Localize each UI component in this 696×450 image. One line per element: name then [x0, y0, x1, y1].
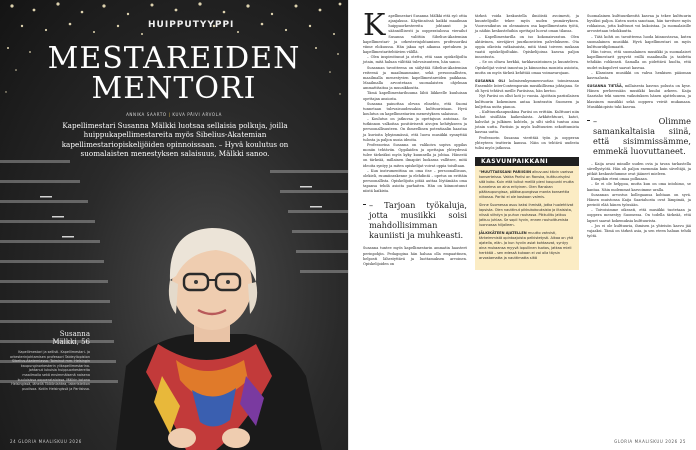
right-page	[348, 0, 696, 450]
article-paragraph: – Tätä kohti on tavoitteena luoda kiinnostavaa, kuten suomalainen musiikki. Hyvä kapellimestari on myös kulttuuridiplomaatti.	[587, 34, 691, 49]
sidebar-lead-in: JÄLKIKÄTEEN AJATELLEN	[479, 231, 527, 236]
article-paragraph: – Olen inspiroitunut ja otettu, että saan opiskelijoilta jotain, mitä haluan välittää tulevaisuuteen, hän sanoo.	[363, 55, 467, 65]
sidebar-text: alkuvuosi kävin useissa konserteissa. Vakka Pariisi on Ranska, kulttuurisyksi sitä koko. Kuin että tulkut meillä pieni kaupunki mutta tunnelma on aina erityinen. Olen Ranskan pääkaupungissa, pääkaupungissa monta konserttia viikossa. Pariisi ei ole koskaan valmis.	[479, 170, 574, 200]
article-paragraph: Professorina Susanna on valikoiva sopiva oppilas moniin tehtäviin. Oppilaiden ja opettajan yhteydessä tulee tärkeäksi myös kyky kuunnella ja johtaa. Hänestä on tärkeää, millainen ilmapiiri luokassa vallitsee, mitä ideoita syntyy ja miten opiskelijat voivat oppia toisiltaan.	[363, 142, 467, 168]
article-paragraph: Susannan arvostus kollegaansa kohtaan on syvä. Hänen muistonsa Kaija Saariahosta ovat lämpimiä, ja perintö elää hänen työssään.	[587, 192, 691, 208]
article-paragraph: Susanna painottaa olevan elinehto, että Suomi tunnetaan tulevaisuudessakin kulttuuristaan. Hyvä koulutus on kapellimestarien menestyksen salaisuus.	[363, 101, 467, 116]
article-paragraph: Susanna tuntee myös kapellimestarin ammatin haasteet perinpohjin. Pedagogina hän haluaa olla empaattinen, helposti lähestyttävä ja luottamuksen arvoinen. Opiskelijoiden on	[363, 246, 467, 266]
headline-line-2: MENTORI	[91, 71, 257, 106]
left-page-footer: 24 GLORIA MAALISKUU 2026	[10, 439, 82, 444]
caption-name	[10, 330, 90, 346]
lead-in-caps: SUSANNA OLI	[475, 78, 505, 83]
right-page-footer: GLORIA MAALISKUU 2026 25	[614, 439, 686, 444]
article-paragraph	[363, 8, 467, 55]
article-paragraph: – Se on oltava herkkä, tarkkavaistoinen ja kuunteleva. Opiskelijat voivat innostua ja kiinnostua monista asioista, mutta on myös tärkeä kehittää omaa voimavarojaan.	[475, 60, 579, 75]
caption-text: Kapellimestari ja sellisti. Kapellimestari- ja orkesterinjohtamisen professori Taideyliopiston Sibelius-Akatemiassa. Toiminut mm. Helsingin kaupunginorkesterin ylikapellimestarina. Johtanut lukuisia huippuorkestereita maailmalla sekä ensimmäisenä naisena kuuluisissa oopperataloissa. Mälkin kotona Helsingissä, lähellä Töölönlahtea, lakeristeikon puolisoa. Kotiin Helsingissä ja Pariisissa.	[10, 350, 90, 391]
article-paragraph: Nyt Pariisi on ollut koti jo vuosia. Ajoittain pariisilaisen kulttuurin kokeminen antaa kontrastin Suomeen ja kuljettaa uutta pianoa.	[475, 94, 579, 109]
article-paragraph: Suomalainen kulttuurikenttä kasvaa ja tekee kulttuurin hyväksi paljon. Kuten usein sanotaan, hän tarvitsee myös rohkaisua, jotta kulttuuri voi kukoistaa. Ja suomalaisille arvostetaan tehokkuutta.	[587, 14, 691, 34]
pull-quote: – Tarjoan työkaluja, jotta musiikki soisi mahdollisimman kauniisti ja muhkeasti.	[363, 200, 467, 240]
sidebar-paragraph	[479, 231, 575, 261]
article-paragraph: – Jos ei ole kulttuuria, ihmisen ja yhteisön kasvu jää vajaaksi. Tämä on tärkeä asia, ja sen eteen haluan tehdä työtä.	[587, 223, 691, 238]
article-paragraph: Tämä kapellimestarihuuma lähti liikkeelle kuuluisan opettajan ansiosta.	[363, 91, 467, 101]
sidebar-lead-in: "MUUTTAESSANI PARIISIIN	[479, 170, 532, 175]
pull-quote: – Olimme samankaltaisia siinä, että sisimmissämme, emmekä luovuttaneet.	[587, 116, 691, 156]
article-paragraph: – Kun instrumenttina on oma itse – persoonallisuus, olekieli, ruumiinrakenne ja elehdintä – opetus on erittäin persoonallista. Opiskelijoita pitää auttaa löytämään oma tapansa tehdä asioita parhaiten. Hän on kiinnostunut niistä kaikista.	[363, 168, 467, 194]
article-column-3	[587, 14, 691, 239]
article-paragraph: – Toivoisimme oikeasti, että musiikki tuotetaan ja ooppera menestyy Suomessa. On todella tärkeää, että lapset saavat kokemuksia kulttuurista.	[587, 208, 691, 223]
lead-paragraph: Kapellimestari Susanna Mälkki luotsaa sellaisia polkuja, joilla huippukapellimestareita myös Sibelius-Akatemian kapellimestariopiskelijöiden opinnoissaan. – Hyvä koulutus on suomalaisten menestyksen salaisuus, Mälkki sanoo.	[61, 121, 289, 159]
lead-in-caps: SUSANNA TIETÄÄ,	[587, 84, 624, 89]
section-label: HUIPPUTYYPPI	[148, 20, 235, 30]
byline-author: ANNIKA SAARTO	[126, 112, 167, 117]
headline-line-1: MESTAREIDEN	[47, 41, 301, 76]
article-paragraph: – Kapellimestarilla on iso kokonaisvastuu. Olen aktiivinen, sieväjärvi juurikoseisten palvelukseen. Ota oppia oikeista ratkaisuista, mitä tämä toiveen mukaan vaatii opiskelijoiltakin. Opiskelijoissa kasvaa paljon innostusta.	[475, 34, 579, 60]
byline	[0, 112, 348, 117]
article-paragraph: Professorin Susanna vierittää työn ja oopperan yhteyteen teatterin kanssa. Näin on tehtävä uudesta tulisi myös jatkossa.	[475, 135, 579, 150]
sidebar-paragraph: Sinne Suomessa asuu kaksi ihmistä, jotka huolehtivat lapsista. Olen nauttinut pikkukokouksista ja iltaisista, niissä viihdyn ja puhun rauhassa. Pikkuliitu jatkuu jatkuu juhlaa. Se sopii hyvin, ennen rauhoittumista luonnossa hiljalleen.	[479, 203, 574, 228]
photo-caption	[10, 330, 90, 391]
article-paragraph: Hän toivoo, että suomalainen musiikki ja suomalaiset kapellimestarit pysyvät esillä maailmalla ja taidetta tehdään rohkeasti. Samalla on pidettävä huolta, että uudet sukupolvet saavat kasvaa.	[587, 50, 691, 70]
article-paragraph: – Koulutus on jatkuvaa ja opettajuus antoisaa. Se tutkinnon valkoitaa positiivisesti aivojen kehitykseen ja persoonallisuuteen. On ihmeellinen potentiaalin haastaa ja kuvioita lyhyimmässä, että luova musiikki synnyttää tulosta ja paljon uusia ideoita.	[363, 117, 467, 142]
drop-cap: K	[363, 8, 386, 43]
sidebar-paragraph	[479, 170, 575, 200]
caption-name-line-2: Mälkki, 56	[52, 338, 90, 346]
caption-name-line-1: Susanna	[59, 330, 90, 338]
sidebar-text: muutto vahvisti, tärkeimmistä opintoajoista pelkistetysti. Aikaa on yhä ajatella, elän. Ja kun hyviin asiat kohtaavat, syntyy aina mukaansa myyvä lopullinen tuotos, jatkaa mieli herkkää – sen edessä kukaan ei voi olla täysin arvostamatta ja nauttimatta siitä	[479, 231, 574, 261]
article-paragraph: – Se ei ole helppoa, mutta kun on oma intohimo, se kantaa. Näin molemmat kasvoimme uralla.	[587, 182, 691, 192]
article-text: millaisesta kasvun polusta on kyse. Hänen perheessään musiikki kuului arkeen. Kaija Saariaho teki suuren vaikutuksen hänen ajatteluunsa, ja klassinen musiikki sekä ooppera veivät mukanaan. Musiikkiopisto tuki kasvua.	[587, 84, 691, 109]
article-paragraph	[475, 79, 579, 94]
article-paragraph: – Klassinen musiikki on vahva henkisen pääoman kasvualusta.	[587, 70, 691, 80]
article-paragraph: – Kulttuurikaupunkina Pariisi on erittäin. Kulttuuri niin huhut sisällään kaikenlaista. Arkkitehtuuri, katot, kahvilat ja julkinen kohtelu, ja silti sieltä tuntuu aina jotain uutta. Pariisin ja myös kulttuurien sekoittumista kasvaa uutta.	[475, 109, 579, 135]
article-column-1	[363, 8, 467, 267]
article-column-2	[475, 14, 579, 270]
sidebar-title: KASVUNPAIKKANI	[475, 157, 579, 166]
article-paragraph: Susannan tavoitteena on säilyttää Sibelius-Akatemian reiteenä ja maailmanmaine, sekä persoonallisten, maailmalla menestyvien kapellimestareiden paikkana. Maailmalla arvostetaan suomalaisten ohjelman ammattitaitoa ja muusikkoutta.	[363, 65, 467, 91]
byline-separator: |	[168, 112, 171, 117]
sidebar-box	[475, 157, 579, 270]
article-paragraph: tärkeä voida keskustella ilmiöistä avoimesti, ja kuuntelijoille tekee myös uuden ymmärryksen. Vuorovaikutus on olennainen osa kapellimestarin työtä, ja näihin keskusteluihin opettajat luovat oman tilansa.	[475, 14, 579, 34]
article-paragraph: – Kaija avasi minulle uuden ovia ja tavan tarkastella sävellystyötä. Hän oli paljon enemmän kuin säveltäjä, ja pitkät keskustelumme ovat jääneet mieleen.	[587, 161, 691, 177]
article-paragraph: Kumpikin eteni omaa polkuaan.	[591, 177, 648, 182]
portrait-photo	[96, 176, 326, 450]
article-paragraph	[587, 84, 691, 110]
article-text: kolmisenkymmenvuotias toimiessaan Ensemble InterContemporain musiikillisena johtajana. Se oli hyvä tehtävä meille Pariisissa, hän kertoo.	[475, 78, 579, 94]
headline	[0, 41, 348, 106]
article-text: apellimestari Susanna Mälkki että syö ottia ajanjaksoa. Käytännössä kaikki maailman huippuorkestereita johtanut ja säännöllisesti ja oopperatalossa vierailut Susanna valittiin Sibelius-Akatemian kapellimestari- ja orkesterinjohtamisen professoriksi viime elokuussa. Hän jakaa nyt aikansa opetuksen ja kapellimestaritehtävien välillä.	[363, 14, 467, 55]
byline-photo: KUVA PÄIVI ARVOLA	[172, 112, 222, 117]
